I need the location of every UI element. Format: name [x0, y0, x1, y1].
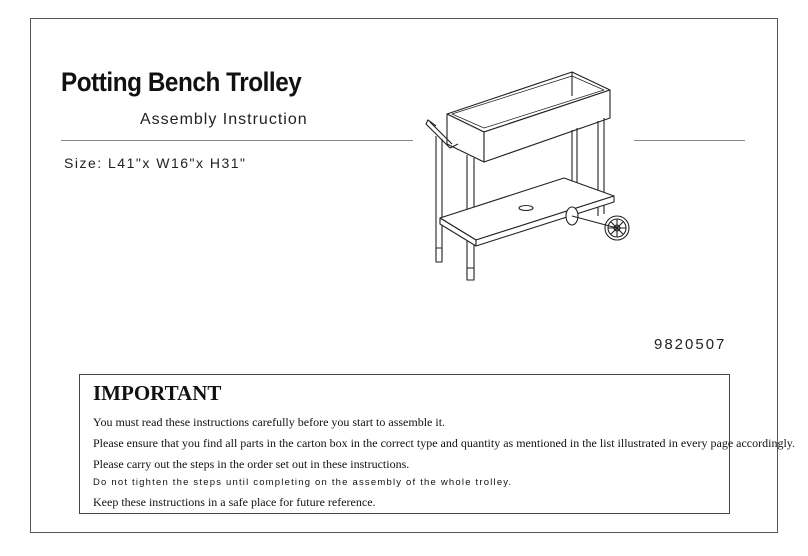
instruction-line: Do not tighten the steps until completing on the assembly of the whole trolley.: [93, 477, 513, 488]
model-number: 9820507: [654, 336, 727, 353]
title-divider-left: [61, 140, 413, 141]
important-box: [79, 374, 796, 514]
instruction-line: Please ensure that you find all parts in the carton box in the correct type and quantity as mentioned in the list illustrated in every page accordingly.: [93, 436, 796, 450]
size-spec: Size: L41"x W16"x H31": [64, 155, 247, 171]
document-title: Potting Bench Trolley: [61, 67, 302, 97]
instruction-line: Please carry out the steps in the order set out in these instructions.: [93, 457, 410, 471]
important-heading: IMPORTANT: [93, 381, 222, 405]
title-divider-right: [634, 140, 745, 141]
trolley-illustration: [412, 66, 642, 286]
instruction-line: You must read these instructions carefully before you start to assemble it.: [93, 415, 446, 429]
document-subtitle: Assembly Instruction: [140, 111, 308, 128]
instruction-line: Keep these instructions in a safe place for future reference.: [93, 495, 376, 509]
